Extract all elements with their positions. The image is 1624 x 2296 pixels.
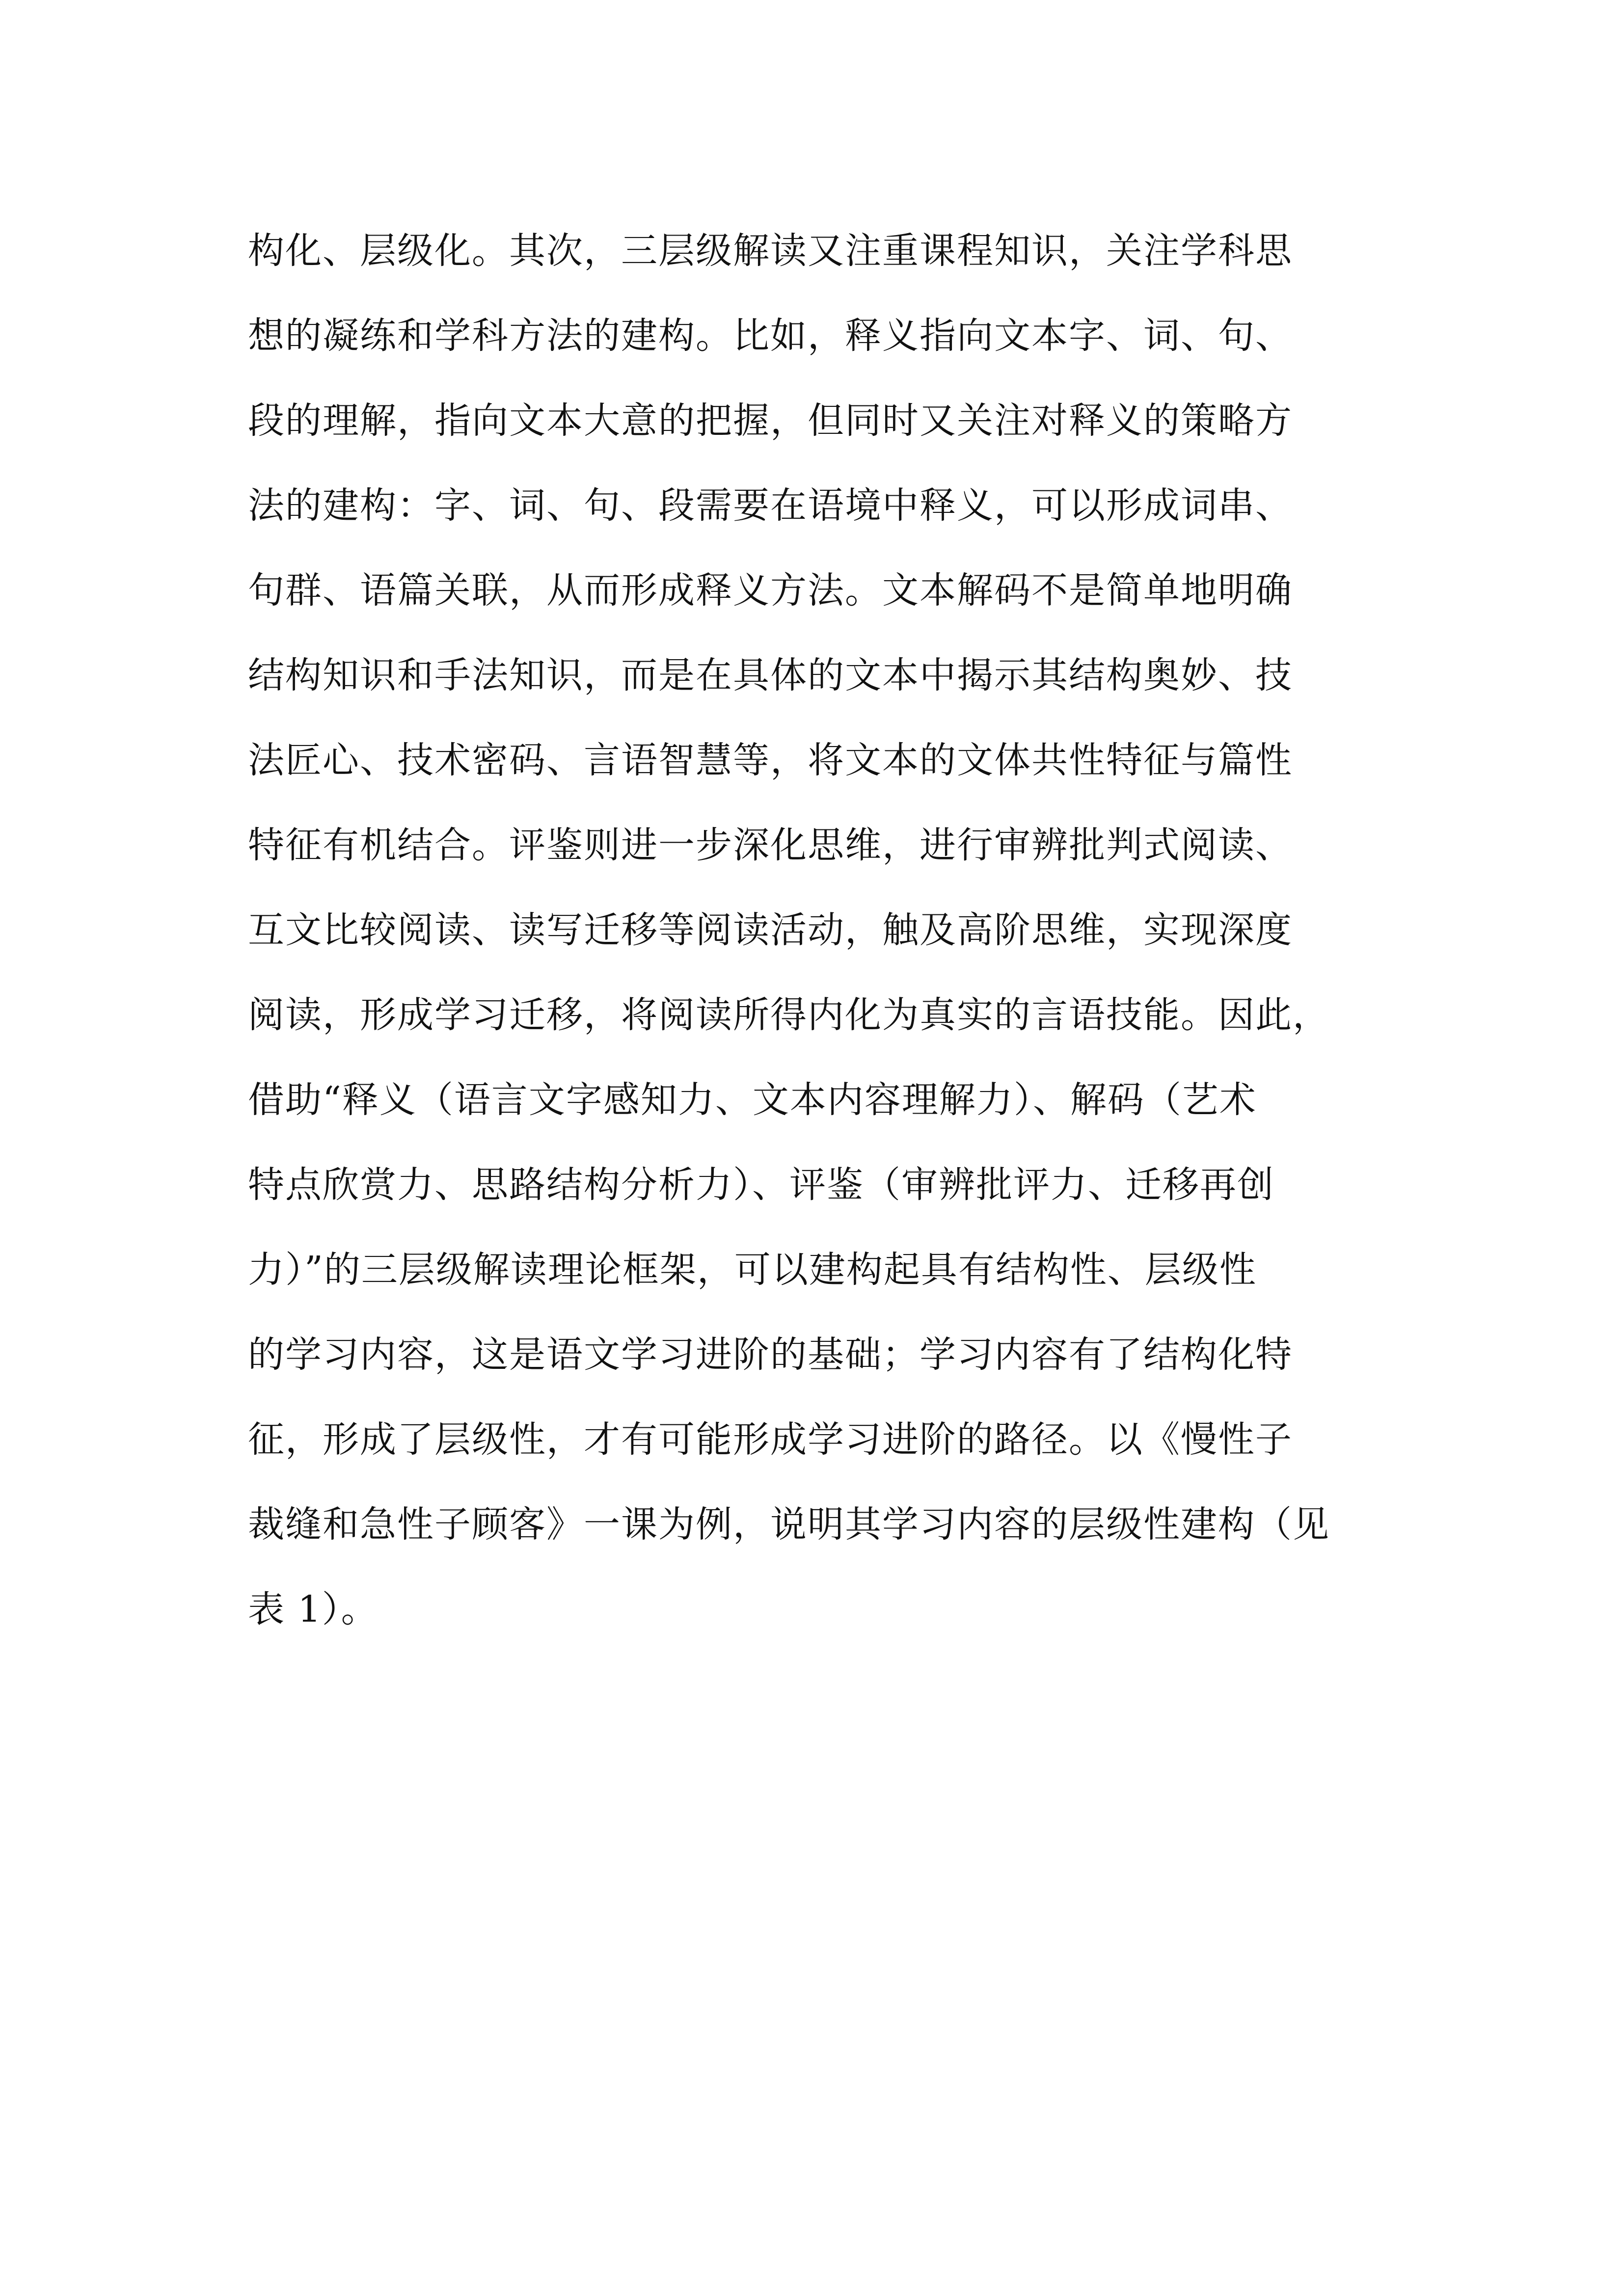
text-line: 的学习内容，这是语文学习进阶的基础；学习内容有了结构化特 <box>248 1334 1293 1376</box>
text-line: 特征有机结合。评鉴则进一步深化思维，进行审辨批判式阅读、 <box>248 824 1293 866</box>
text-line: 裁缝和急性子顾客》一课为例，说明其学习内容的层级性建构（见 <box>248 1503 1330 1546</box>
text-line: 力）”的三层级解读理论框架，可以建构起具有结构性、层级性 <box>248 1249 1257 1291</box>
text-line: 表 1）。 <box>248 1588 379 1630</box>
text-line: 阅读，形成学习迁移，将阅读所得内化为真实的言语技能。因此， <box>248 994 1330 1036</box>
text-line: 结构知识和手法知识，而是在具体的文本中揭示其结构奥妙、技 <box>248 654 1293 696</box>
text-line: 法匠心、技术密码、言语智慧等，将文本的文体共性特征与篇性 <box>248 739 1293 781</box>
text-line: 特点欣赏力、思路结构分析力）、评鉴（审辨批评力、迁移再创 <box>248 1164 1274 1206</box>
text-line: 句群、语篇关联，从而形成释义方法。文本解码不是简单地明确 <box>248 569 1293 612</box>
text-line: 法的建构：字、词、句、段需要在语境中释义，可以形成词串、 <box>248 484 1293 527</box>
body-paragraph <box>248 209 1426 1652</box>
text-line: 互文比较阅读、读写迁移等阅读活动，触及高阶思维，实现深度 <box>248 909 1293 951</box>
text-line: 借助“释义（语言文字感知力、文本内容理解力）、解码（艺术 <box>248 1079 1257 1121</box>
text-line: 征，形成了层级性，才有可能形成学习进阶的路径。以《慢性子 <box>248 1418 1293 1461</box>
text-line: 想的凝练和学科方法的建构。比如，释义指向文本字、词、句、 <box>248 315 1293 357</box>
text-line: 段的理解，指向文本大意的把握，但同时又关注对释义的策略方 <box>248 400 1293 442</box>
text-line: 构化、层级化。其次，三层级解读又注重课程知识，关注学科思 <box>248 230 1293 272</box>
